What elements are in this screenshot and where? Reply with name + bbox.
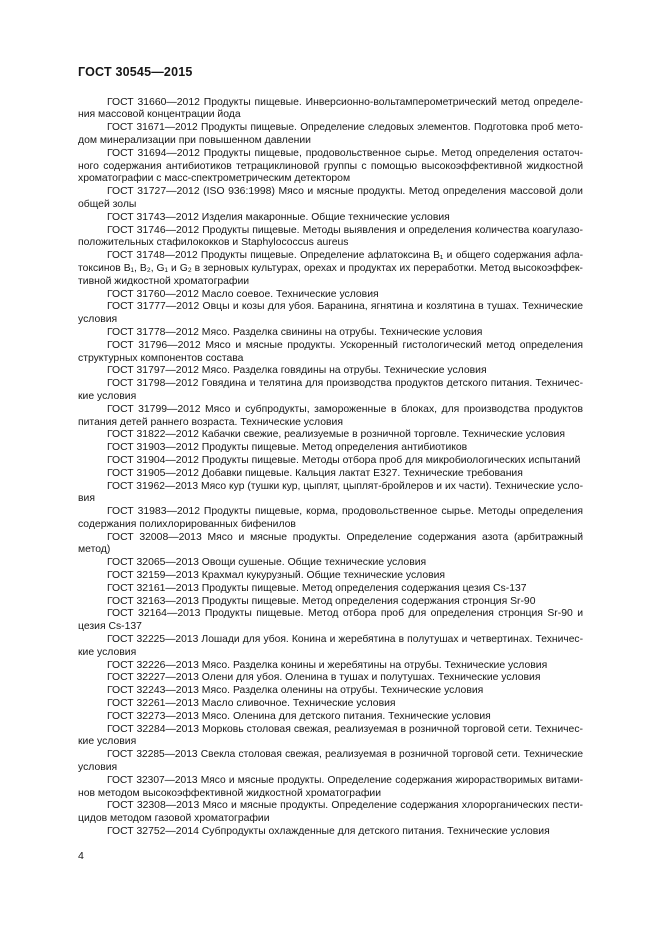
reference-entry: [78, 583, 583, 596]
entry-continuation-line: кие условия: [78, 736, 137, 748]
entry-continuation-line: цидов методом газовой хроматографии: [78, 813, 270, 825]
reference-entry: [78, 378, 583, 404]
entry-first-line: ГОСТ 32159—2013 Крахмал кукурузный. Общие технические условия: [107, 570, 446, 582]
reference-entry: [78, 442, 583, 455]
entry-continuation-line: положительных стафилококков и Staphylococcus aureus: [78, 237, 349, 249]
reference-entry: [78, 775, 583, 801]
reference-entry: [78, 685, 583, 698]
entry-continuation-line: кие условия: [78, 390, 137, 402]
reference-entry: [78, 186, 583, 212]
entry-first-line: ГОСТ 32243—2013 Мясо. Разделка оленины на отрубы. Технические условия: [107, 685, 484, 697]
reference-entry: [78, 698, 583, 711]
entry-first-line: ГОСТ 31983—2012 Продукты пищевые, корма, продовольственное сырье. Методы определения: [107, 506, 583, 518]
entry-first-line: ГОСТ 31799—2012 Мясо и субпродукты, замороженные в блоках, для производства продуктов: [107, 403, 583, 415]
reference-entry: [78, 660, 583, 673]
entry-first-line: ГОСТ 32161—2013 Продукты пищевые. Метод определения содержания цезия Cs-137: [107, 582, 527, 594]
entry-first-line: ГОСТ 32307—2013 Мясо и мясные продукты. Определение содержания жирорастворимых витами-: [107, 774, 583, 786]
entry-continuation-line: вия: [78, 493, 95, 505]
entry-continuation-line: хроматографии с масс-спектрометрическим детектором: [78, 173, 351, 185]
document-header-title: ГОСТ 30545—2015: [78, 65, 193, 79]
reference-entry: [78, 455, 583, 468]
entry-first-line: ГОСТ 31671—2012 Продукты пищевые. Определение следовых элементов. Подготовка проб мето-: [107, 122, 583, 134]
reference-entry: [78, 250, 583, 288]
reference-entry: [78, 225, 583, 251]
entry-continuation-line: общей золы: [78, 198, 137, 210]
entry-first-line: ГОСТ 32225—2013 Лошади для убоя. Конина и жеребятина в полутушах и четвертинах. Техничес-: [107, 634, 583, 646]
reference-entry: [78, 148, 583, 186]
entry-first-line: ГОСТ 32163—2013 Продукты пищевые. Метод определения содержания стронция Sr-90: [107, 595, 536, 607]
page-number: 4: [78, 850, 84, 862]
reference-entry: [78, 404, 583, 430]
entry-first-line: ГОСТ 32284—2013 Морковь столовая свежая, реализуемая в розничной торговой сети. Техничес-: [107, 723, 583, 735]
entry-first-line: ГОСТ 32308—2013 Мясо и мясные продукты. Определение содержания хлорорганических пести-: [107, 800, 583, 812]
entry-continuation-line: питания детей раннего возраста. Технические условия: [78, 416, 343, 428]
reference-entry: [78, 122, 583, 148]
entry-first-line: ГОСТ 31962—2013 Мясо кур (тушки кур, цыплят, цыплят-бройлеров и их части). Технические усло-: [107, 480, 583, 492]
entry-first-line: ГОСТ 32008—2013 Мясо и мясные продукты. Определение содержания азота (арбитражный: [107, 531, 583, 543]
reference-entry: [78, 301, 583, 327]
entry-first-line: ГОСТ 32261—2013 Масло сливочное. Технические условия: [107, 698, 396, 710]
reference-entry: [78, 340, 583, 366]
entry-first-line: ГОСТ 31822—2012 Кабачки свежие, реализуемые в розничной торговле. Технические условия: [107, 429, 565, 441]
normative-references-list: [78, 97, 583, 839]
entry-first-line: ГОСТ 31796—2012 Мясо и мясные продукты. Ускоренный гистологический метод определения: [107, 339, 583, 351]
entry-first-line: ГОСТ 31743—2012 Изделия макаронные. Общие технические условия: [107, 211, 450, 223]
entry-continuation-line: условия: [78, 314, 118, 326]
entry-continuation-line: тивной жидкостной хроматографии: [78, 275, 250, 287]
entry-continuation-line: ния массовой концентрации йода: [78, 109, 241, 121]
entry-first-line: ГОСТ 31905—2012 Добавки пищевые. Кальция лактат Е327. Технические требования: [107, 467, 523, 479]
entry-first-line: ГОСТ 31660—2012 Продукты пищевые. Инверсионно-вольтамперометрический метод определе-: [107, 96, 583, 108]
entry-continuation-line: токсинов B₁, B₂, G₁ и G₂ в зерновых культурах, орехах и продуктах их переработки. Метод высокоэффек-: [78, 262, 583, 274]
entry-continuation-line: кие условия: [78, 646, 137, 658]
entry-continuation-line: нов методом высокоэффективной жидкостной хроматографии: [78, 787, 382, 799]
entry-continuation-line: содержания полихлорированных бифенилов: [78, 518, 296, 530]
entry-continuation-line: дом минерализации при повышенном давлении: [78, 134, 311, 146]
entry-continuation-line: цезия Cs-137: [78, 621, 142, 633]
entry-first-line: ГОСТ 31727—2012 (ISO 936:1998) Мясо и мясные продукты. Метод определения массовой доли: [107, 186, 583, 198]
entry-first-line: ГОСТ 32164—2013 Продукты пищевые. Метод отбора проб для определения стронция Sr-90 и: [107, 608, 583, 620]
entry-first-line: ГОСТ 32226—2013 Мясо. Разделка конины и жеребятины на отрубы. Технические условия: [107, 659, 548, 671]
entry-continuation-line: условия: [78, 762, 118, 774]
reference-entry: [78, 596, 583, 609]
entry-first-line: ГОСТ 31904—2012 Продукты пищевые. Методы отбора проб для микробиологических испытаний: [107, 454, 581, 466]
entry-first-line: ГОСТ 31903—2012 Продукты пищевые. Метод определения антибиотиков: [107, 442, 468, 454]
entry-continuation-line: структурных компонентов состава: [78, 352, 244, 364]
reference-entry: [78, 212, 583, 225]
entry-first-line: ГОСТ 31748—2012 Продукты пищевые. Определение афлатоксина B₁ и общего содержания афла-: [107, 250, 583, 262]
reference-entry: [78, 570, 583, 583]
reference-entry: [78, 365, 583, 378]
reference-entry: [78, 749, 583, 775]
entry-first-line: ГОСТ 32065—2013 Овощи сушеные. Общие технические условия: [107, 557, 427, 569]
reference-entry: [78, 532, 583, 558]
reference-entry: [78, 826, 583, 839]
entry-first-line: ГОСТ 32227—2013 Олени для убоя. Оленина в тушах и полутушах. Технические условия: [107, 672, 541, 684]
entry-first-line: ГОСТ 32273—2013 Мясо. Оленина для детского питания. Технические условия: [107, 710, 491, 722]
reference-entry: [78, 557, 583, 570]
reference-entry: [78, 634, 583, 660]
entry-first-line: ГОСТ 32752—2014 Субпродукты охлажденные для детского питания. Технические условия: [107, 826, 550, 838]
reference-entry: [78, 800, 583, 826]
reference-entry: [78, 711, 583, 724]
entry-first-line: ГОСТ 31777—2012 Овцы и козы для убоя. Баранина, ягнятина и козлятина в тушах. Технические: [107, 301, 583, 313]
entry-first-line: ГОСТ 32285—2013 Свекла столовая свежая, реализуемая в розничной торговой сети. Технические: [107, 749, 583, 761]
entry-first-line: ГОСТ 31694—2012 Продукты пищевые, продовольственное сырье. Метод определения остаточ-: [107, 147, 583, 159]
entry-first-line: ГОСТ 31760—2012 Масло соевое. Технические условия: [107, 288, 379, 300]
entry-first-line: ГОСТ 31797—2012 Мясо. Разделка говядины на отрубы. Технические условия: [107, 365, 487, 377]
reference-entry: [78, 327, 583, 340]
reference-entry: [78, 672, 583, 685]
entry-first-line: ГОСТ 31746—2012 Продукты пищевые. Методы выявления и определения количества коагулазо-: [107, 224, 583, 236]
entry-first-line: ГОСТ 31798—2012 Говядина и телятина для производства продуктов детского питания. Техничес-: [107, 378, 583, 390]
reference-entry: [78, 481, 583, 507]
reference-entry: [78, 608, 583, 634]
reference-entry: [78, 289, 583, 302]
entry-first-line: ГОСТ 31778—2012 Мясо. Разделка свинины на отрубы. Технические условия: [107, 326, 483, 338]
reference-entry: [78, 97, 583, 123]
entry-continuation-line: ного содержания антибиотиков тетрациклиновой группы с помощью высокоэффективной жидкостной: [78, 160, 583, 172]
entry-continuation-line: метод): [78, 544, 111, 556]
reference-entry: [78, 724, 583, 750]
reference-entry: [78, 506, 583, 532]
reference-entry: [78, 429, 583, 442]
reference-entry: [78, 468, 583, 481]
